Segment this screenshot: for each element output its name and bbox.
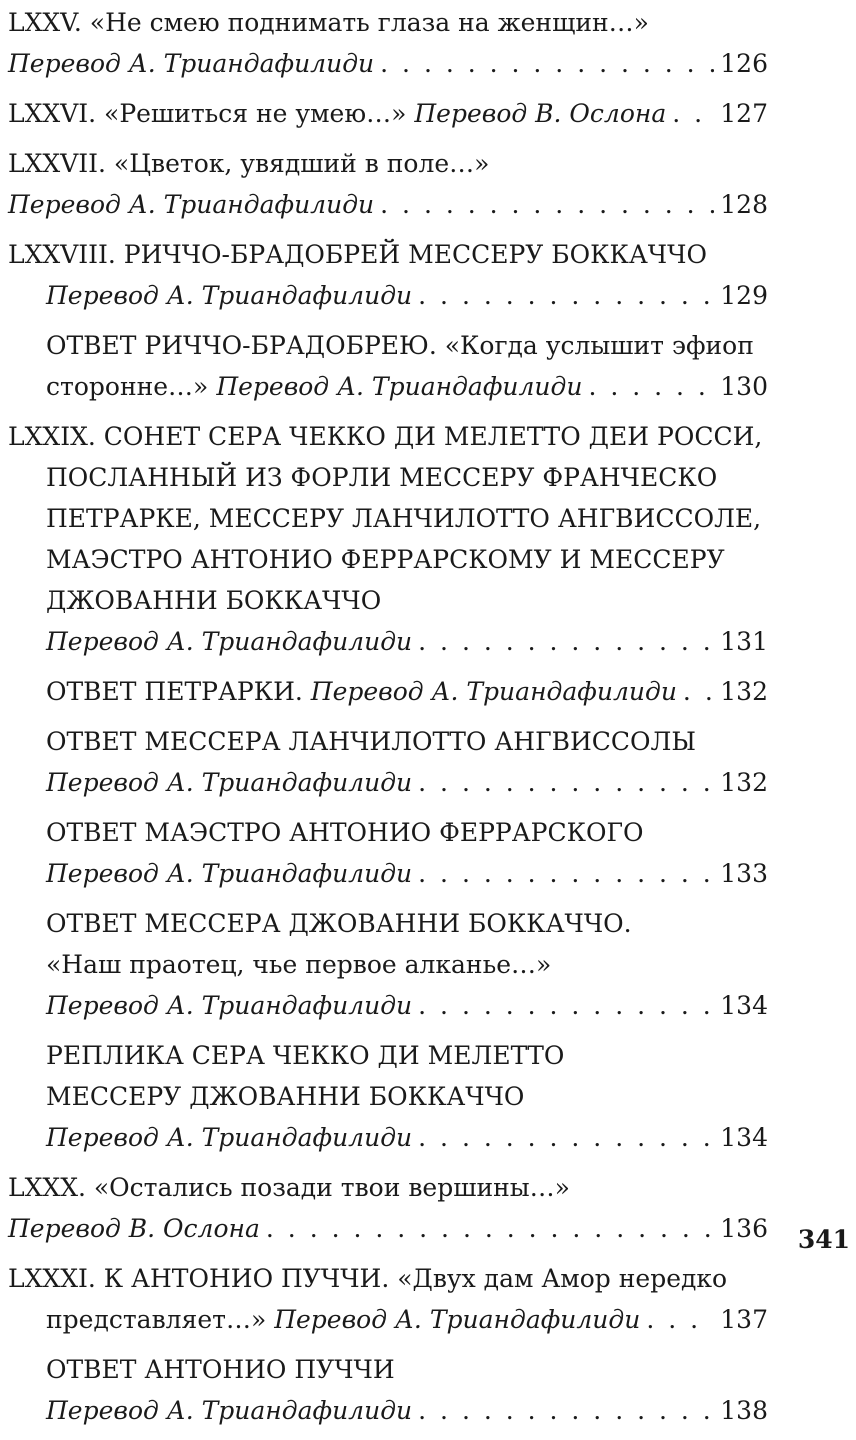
entry-translator: Перевод А. Триандафилиди <box>46 1396 413 1425</box>
entry-title: LXXXI. К АНТОНИО ПУЧЧИ. «Двух дам Амор нередко <box>8 1264 728 1293</box>
entry-title: LXXVII. «Цветок, увядший в поле…» <box>8 149 490 178</box>
toc-entry <box>8 1258 768 1340</box>
entry-translator: Перевод В. Ослона <box>8 1214 260 1243</box>
leader-dots <box>418 1390 714 1431</box>
entry-title-cont: ПОСЛАННЫЙ ИЗ ФОРЛИ МЕССЕРУ ФРАНЧЕСКО <box>46 463 718 492</box>
toc-entry <box>8 2 768 84</box>
entry-title: LXXVIII. РИЧЧО-БРАДОБРЕЙ МЕССЕРУ БОККАЧЧО <box>8 240 707 269</box>
toc-entry <box>8 671 768 712</box>
toc-entry <box>8 1167 768 1249</box>
page-number: 138 <box>720 1396 768 1425</box>
page-number: 127 <box>720 99 768 128</box>
entry-title: ОТВЕТ МЕССЕРА ЛАНЧИЛОТТО АНГВИССОЛЫ <box>46 727 697 756</box>
entry-translator: Перевод А. Триандафилиди <box>46 991 413 1020</box>
entry-title: ОТВЕТ ПЕТРАРКИ. <box>46 677 303 706</box>
page-number: 131 <box>720 627 768 656</box>
entry-title: РЕПЛИКА СЕРА ЧЕККО ДИ МЕЛЕТТО <box>46 1041 565 1070</box>
page-number: 134 <box>720 1123 768 1152</box>
entry-translator: Перевод А. Триандафилиди <box>46 1123 413 1152</box>
leader-dots <box>418 762 714 803</box>
toc-entry <box>8 903 768 1026</box>
entry-title: LXXV. «Не смею поднимать глаза на женщин…» <box>8 8 649 37</box>
page-folio-number: 341 <box>797 1225 850 1254</box>
page-number: 134 <box>720 991 768 1020</box>
entry-title: ОТВЕТ РИЧЧО-БРАДОБРЕЮ. «Когда услышит эфиоп <box>46 331 754 360</box>
leader-dots <box>418 621 714 662</box>
page-number: 129 <box>720 281 768 310</box>
page-number: 137 <box>720 1305 768 1334</box>
entry-title: LXXX. «Остались позади твои вершины…» <box>8 1173 570 1202</box>
page-number: 133 <box>720 859 768 888</box>
entry-translator: Перевод А. Триандафилиди <box>216 372 583 401</box>
entry-title-cont: «Наш праотец, чье первое алканье…» <box>46 950 552 979</box>
page-number: 130 <box>720 372 768 401</box>
leader-dots <box>380 43 714 84</box>
leader-dots <box>418 985 714 1026</box>
entry-title-cont: сторонне…» <box>46 372 209 401</box>
page-number: 132 <box>720 768 768 797</box>
page-number: 126 <box>720 49 768 78</box>
entry-title-cont: ДЖОВАННИ БОККАЧЧО <box>46 586 382 615</box>
toc-entry <box>8 812 768 894</box>
entry-translator: Перевод А. Триандафилиди <box>46 859 413 888</box>
entry-translator: Перевод А. Триандафилиди <box>310 677 677 706</box>
toc-entry <box>8 143 768 225</box>
table-of-contents <box>8 2 768 1440</box>
entry-translator: Перевод А. Триандафилиди <box>8 190 375 219</box>
toc-entry <box>8 416 768 662</box>
page-number: 136 <box>720 1214 768 1243</box>
leader-dots <box>418 853 714 894</box>
page-number: 132 <box>720 677 768 706</box>
toc-entry <box>8 234 768 316</box>
leader-dots <box>588 366 714 407</box>
entry-translator: Перевод А. Триандафилиди <box>46 627 413 656</box>
leader-dots <box>418 1117 714 1158</box>
leader-dots <box>672 93 714 134</box>
entry-translator: Перевод А. Триандафилиди <box>46 281 413 310</box>
toc-entry <box>8 721 768 803</box>
leader-dots <box>380 184 714 225</box>
toc-entry <box>8 1035 768 1158</box>
leader-dots <box>266 1208 714 1249</box>
entry-translator: Перевод А. Триандафилиди <box>274 1305 641 1334</box>
entry-title: LXXIX. СОНЕТ СЕРА ЧЕККО ДИ МЕЛЕТТО ДЕИ РОССИ, <box>8 422 763 451</box>
entry-title-cont: ПЕТРАРКЕ, МЕССЕРУ ЛАНЧИЛОТТО АНГВИССОЛЕ, <box>46 504 762 533</box>
leader-dots <box>683 671 714 712</box>
leader-dots <box>646 1299 714 1340</box>
toc-entry <box>8 1349 768 1431</box>
entry-title: LXXVI. «Решиться не умею…» <box>8 99 407 128</box>
entry-title-cont: представляет…» <box>46 1305 267 1334</box>
toc-entry <box>8 325 768 407</box>
page-number: 128 <box>720 190 768 219</box>
entry-translator: Перевод В. Ослона <box>414 99 667 128</box>
entry-translator: Перевод А. Триандафилиди <box>8 49 375 78</box>
entry-title: ОТВЕТ МЕССЕРА ДЖОВАННИ БОККАЧЧО. <box>46 909 632 938</box>
entry-title-cont: МЕССЕРУ ДЖОВАННИ БОККАЧЧО <box>46 1082 525 1111</box>
entry-translator: Перевод А. Триандафилиди <box>46 768 413 797</box>
entry-title-cont: МАЭСТРО АНТОНИО ФЕРРАРСКОМУ И МЕССЕРУ <box>46 545 725 574</box>
entry-title: ОТВЕТ МАЭСТРО АНТОНИО ФЕРРАРСКОГО <box>46 818 644 847</box>
entry-title: ОТВЕТ АНТОНИО ПУЧЧИ <box>46 1355 395 1384</box>
toc-entry <box>8 93 768 134</box>
leader-dots <box>418 275 714 316</box>
